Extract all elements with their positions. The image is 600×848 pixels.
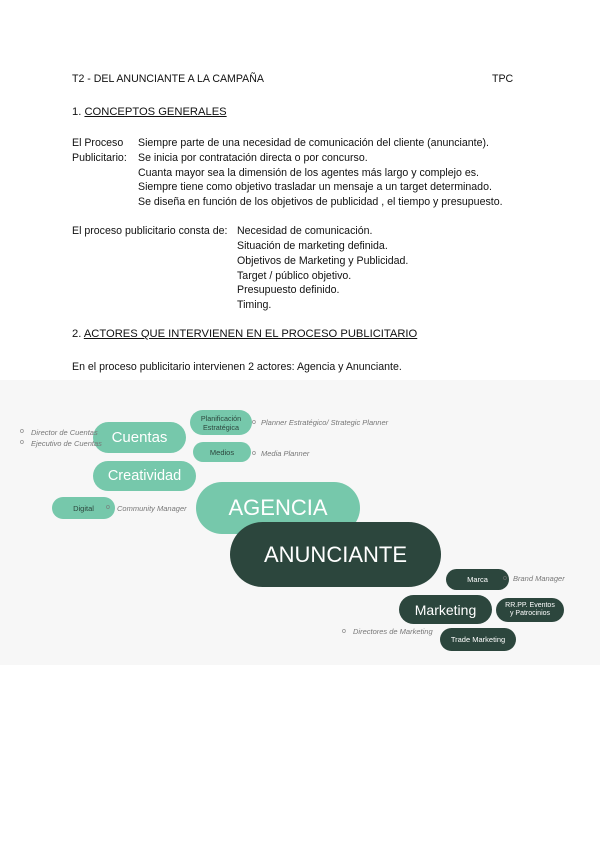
node-rrpp (496, 598, 564, 622)
note-marketing: Directores de Marketing (353, 627, 433, 636)
note-medios: Media Planner (261, 449, 310, 458)
consta-item: Presupuesto definido. (237, 284, 340, 296)
section-1-heading (72, 106, 227, 119)
section-1-title: CONCEPTOS GENERALES (84, 106, 227, 118)
section-2-intro: En el proceso publicitario intervienen 2 actores: Agencia y Anunciante. (72, 361, 402, 373)
section-2-number: 2. (72, 328, 84, 340)
consta-item: Target / público objetivo. (237, 270, 352, 282)
node-medios: Medios (193, 442, 251, 462)
consta-item: Timing. (237, 299, 272, 311)
node-rrpp-line2: y Patrocinios (509, 610, 551, 617)
consta-item: Situación de marketing definida. (237, 240, 388, 252)
note-bullet: o (20, 428, 24, 435)
consta-item: Necesidad de comunicación. (237, 225, 373, 237)
node-digital: Digital (52, 497, 115, 519)
node-anunciante: ANUNCIANTE (230, 522, 441, 587)
definition-line: Cuanta mayor sea la dimensión de los agentes más largo y complejo es. (138, 167, 479, 179)
node-trade-marketing: Trade Marketing (440, 628, 516, 651)
node-cuentas: Cuentas (93, 422, 186, 453)
note-planificacion: Planner Estratégico/ Strategic Planner (261, 418, 389, 427)
note-bullet: o (106, 504, 110, 511)
consta-item: Objetivos de Marketing y Publicidad. (237, 255, 409, 267)
term-label-line2: Publicitario: (72, 152, 127, 164)
definition-line: Se inicia por contratación directa o por concurso. (138, 152, 368, 164)
note-marca: Brand Manager (513, 574, 565, 583)
node-marketing: Marketing (399, 595, 492, 624)
note-bullet: o (252, 419, 256, 426)
note-cuentas-1: Director de Cuentas (31, 428, 98, 437)
section-1-number: 1. (72, 106, 85, 118)
section-2-title: ACTORES QUE INTERVIENEN EN EL PROCESO PUBLICITARIO (83, 328, 418, 340)
document-title: T2 - DEL ANUNCIANTE A LA CAMPAÑA (72, 73, 264, 85)
note-bullet: o (503, 575, 507, 582)
definition-line: Se diseña en función de los objetivos de publicidad , el tiempo y presupuesto. (138, 196, 503, 208)
note-bullet: o (342, 628, 346, 635)
note-bullet: o (252, 450, 256, 457)
section-2-heading (72, 328, 417, 341)
note-bullet: o (20, 439, 24, 446)
note-cuentas-2: Ejecutivo de Cuentas (31, 439, 102, 448)
node-creatividad: Creatividad (93, 461, 196, 491)
node-planificacion-line1: Planificación (200, 413, 242, 423)
header-tag: TPC (492, 73, 514, 85)
definition-line: Siempre parte de una necesidad de comunicación del cliente (anunciante). (138, 137, 489, 149)
node-rrpp-line1: RR.PP. Eventos (505, 601, 555, 609)
consta-label: El proceso publicitario consta de: (72, 225, 228, 237)
term-label-line1: El Proceso (72, 137, 124, 149)
node-planificacion (190, 410, 252, 435)
note-digital: Community Manager (117, 504, 187, 513)
node-agencia: AGENCIA (196, 482, 360, 534)
node-planificacion-line2: Estratégica (203, 422, 239, 432)
definition-line: Siempre tiene como objetivo trasladar un mensaje a un target determinado. (138, 181, 492, 193)
node-marca: Marca (446, 569, 509, 590)
